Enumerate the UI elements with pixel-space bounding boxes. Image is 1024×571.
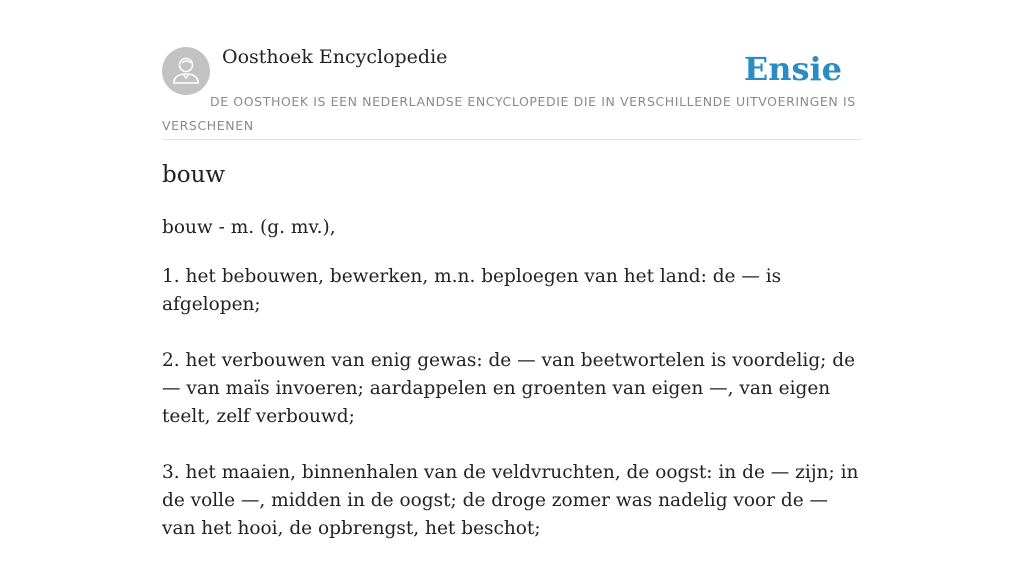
entry-lead: bouw - m. (g. mv.), xyxy=(162,217,336,238)
entry-title: bouw xyxy=(162,162,226,188)
site-header xyxy=(162,0,862,140)
definition-item: 1. het bebouwen, bewerken, m.n. beploegen van het land: de — is afgelopen; xyxy=(162,266,782,315)
site-name[interactable]: Oosthoek Encyclopedie xyxy=(222,46,448,68)
user-outline-icon[interactable] xyxy=(162,47,210,95)
brand-logo[interactable]: Ensie xyxy=(743,50,842,88)
page-wrapper xyxy=(162,0,862,539)
site-tagline: DE OOSTHOEK IS EEN NEDERLANDSE ENCYCLOPEDIE DIE IN VERSCHILLENDE UITVOERINGEN IS VERSCHENEN xyxy=(162,94,856,133)
definition-item: 3. het maaien, binnenhalen van de veldvruchten, de oogst: in de — zijn; in de volle —, midden in de oogst; de droge zomer was nadelig voor de — van het hooi, de opbrengst, het beschot; xyxy=(162,462,859,539)
definition-list xyxy=(162,263,862,571)
definition-item: 2. het verbouwen van enig gewas: de — van beetwortelen is voordelig; de — van maïs invoeren; aardappelen en groenten van eigen —, van eigen teelt, zelf verbouwd; xyxy=(162,350,856,427)
